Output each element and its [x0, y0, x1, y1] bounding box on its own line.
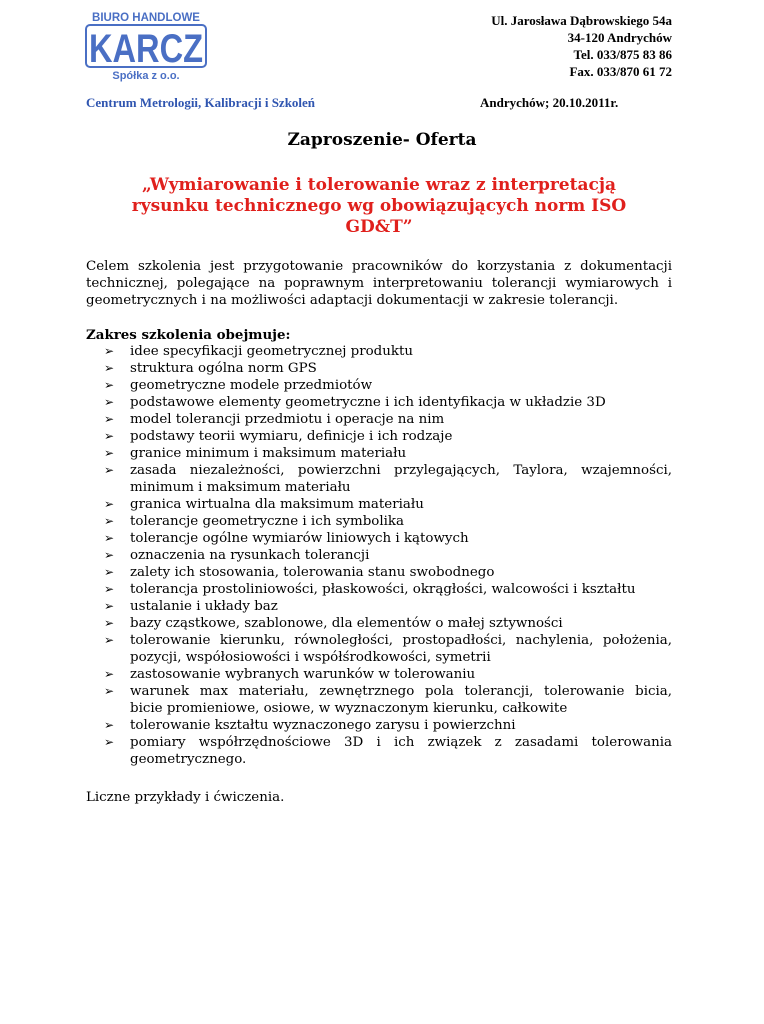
arrow-bullet-icon: ➢ [104, 429, 115, 443]
scope-item [104, 496, 672, 513]
arrow-bullet-icon: ➢ [104, 718, 115, 732]
scope-item [104, 360, 672, 377]
scope-item [104, 547, 672, 564]
scope-item-text: geometrycznego. [130, 752, 247, 767]
company-logo [84, 10, 208, 82]
arrow-bullet-icon: ➢ [104, 667, 115, 681]
arrow-bullet-icon: ➢ [104, 395, 115, 409]
scope-item [104, 428, 672, 445]
address-phone: Tel. 033/875 83 86 [573, 47, 672, 62]
scope-item [104, 632, 672, 666]
intro-paragraph [86, 258, 672, 309]
arrow-bullet-icon: ➢ [104, 582, 115, 596]
scope-item [104, 377, 672, 394]
address-street: Ul. Jarosława Dąbrowskiego 54a [491, 13, 672, 28]
arrow-bullet-icon: ➢ [104, 599, 115, 613]
scope-item-text: warunek max materiału, zewnętrznego pola tolerancji, tolerowanie bicia, [130, 684, 672, 699]
scope-list [104, 343, 672, 768]
logo-main-text: KARCZ [89, 27, 203, 71]
intro-line: Celem szkolenia jest przygotowanie pracowników do korzystania z dokumentacji [86, 259, 672, 274]
arrow-bullet-icon: ➢ [104, 378, 115, 392]
course-title-line: GD&T” [345, 217, 413, 237]
scope-item [104, 598, 672, 615]
scope-item-text: model tolerancji przedmiotu i operacje na nim [130, 412, 445, 427]
arrow-bullet-icon: ➢ [104, 565, 115, 579]
arrow-bullet-icon: ➢ [104, 514, 115, 528]
scope-item-text: granica wirtualna dla maksimum materiału [130, 497, 424, 512]
scope-item-text: tolerowanie kierunku, równoległości, prostopadłości, nachylenia, położenia, [130, 633, 672, 648]
arrow-bullet-icon: ➢ [104, 616, 115, 630]
scope-item [104, 666, 672, 683]
logo-bottom-text: Spółka z o.o. [112, 70, 180, 82]
scope-item-text: struktura ogólna norm GPS [130, 361, 317, 376]
scope-item [104, 411, 672, 428]
address-fax: Fax. 033/870 61 72 [569, 64, 672, 79]
scope-item-text: zalety ich stosowania, tolerowania stanu swobodnego [130, 565, 495, 580]
scope-item-text: tolerancja prostoliniowości, płaskowości, okrągłości, walcowości i kształtu [130, 582, 636, 597]
arrow-bullet-icon: ➢ [104, 548, 115, 562]
intro-line: geometrycznych i na możliwości adaptacji dokumentacji w zakresie tolerancji. [86, 293, 619, 308]
arrow-bullet-icon: ➢ [104, 497, 115, 511]
scope-item [104, 564, 672, 581]
scope-item-text: idee specyfikacji geometrycznej produktu [130, 344, 414, 359]
scope-item [104, 530, 672, 547]
scope-item [104, 445, 672, 462]
scope-item [104, 734, 672, 768]
scope-item-text: tolerowanie kształtu wyznaczonego zarysu i powierzchni [130, 718, 516, 733]
course-title-line: rysunku technicznego wg obowiązujących norm ISO [131, 196, 627, 216]
document-title: Zaproszenie- Oferta [287, 130, 477, 150]
intro-line: technicznej, polegające na poprawnym interpretowaniu tolerancji wymiarowych i [86, 276, 672, 291]
scope-item [104, 462, 672, 496]
scope-item-text: oznaczenia na rysunkach tolerancji [130, 548, 370, 563]
scope-item-text: granice minimum i maksimum materiału [130, 446, 407, 461]
scope-item-text: tolerancje ogólne wymiarów liniowych i kątowych [130, 531, 469, 546]
arrow-bullet-icon: ➢ [104, 412, 115, 426]
arrow-bullet-icon: ➢ [104, 361, 115, 375]
scope-item [104, 343, 672, 360]
department-name: Centrum Metrologii, Kalibracji i Szkoleń [86, 95, 316, 110]
address-city: 34-120 Andrychów [567, 30, 672, 45]
arrow-bullet-icon: ➢ [104, 735, 115, 749]
scope-item-text: podstawowe elementy geometryczne i ich identyfikacja w układzie 3D [130, 395, 606, 410]
scope-item-text: bazy cząstkowe, szablonowe, dla elementów o małej sztywności [130, 616, 563, 631]
scope-item [104, 394, 672, 411]
closing-note: Liczne przykłady i ćwiczenia. [86, 790, 285, 805]
arrow-bullet-icon: ➢ [104, 344, 115, 358]
scope-item-text: pozycji, współosiowości i współśrodkowości, symetrii [130, 650, 491, 665]
arrow-bullet-icon: ➢ [104, 463, 115, 477]
scope-item-text: minimum i maksimum materiału [130, 480, 351, 495]
arrow-bullet-icon: ➢ [104, 633, 115, 647]
scope-item-text: zastosowanie wybranych warunków w tolerowaniu [130, 667, 476, 682]
logo-top-text: BIURO HANDLOWE [92, 12, 200, 24]
course-title-line: „Wymiarowanie i tolerowanie wraz z interpretacją [141, 175, 617, 195]
course-title [86, 175, 672, 238]
scope-item [104, 581, 672, 598]
scope-item-text: ustalanie i układy baz [130, 599, 278, 614]
scope-item-text: pomiary współrzędnościowe 3D i ich związek z zasadami tolerowania [130, 735, 672, 750]
scope-item-text: bicie promieniowe, osiowe, w wyznaczonym kierunku, całkowite [130, 701, 568, 716]
document-date: Andrychów; 20.10.2011r. [480, 95, 619, 110]
scope-item-text: zasada niezależności, powierzchni przylegających, Taylora, wzajemności, [130, 463, 672, 478]
scope-item-text: tolerancje geometryczne i ich symbolika [130, 514, 405, 529]
company-address [491, 12, 672, 80]
arrow-bullet-icon: ➢ [104, 684, 115, 698]
arrow-bullet-icon: ➢ [104, 531, 115, 545]
scope-item [104, 683, 672, 717]
scope-item-text: podstawy teorii wymiaru, definicje i ich rodzaje [130, 429, 453, 444]
scope-item-text: geometryczne modele przedmiotów [130, 378, 373, 393]
scope-item [104, 717, 672, 734]
scope-item [104, 615, 672, 632]
scope-item [104, 513, 672, 530]
arrow-bullet-icon: ➢ [104, 446, 115, 460]
scope-heading: Zakres szkolenia obejmuje: [86, 327, 291, 343]
